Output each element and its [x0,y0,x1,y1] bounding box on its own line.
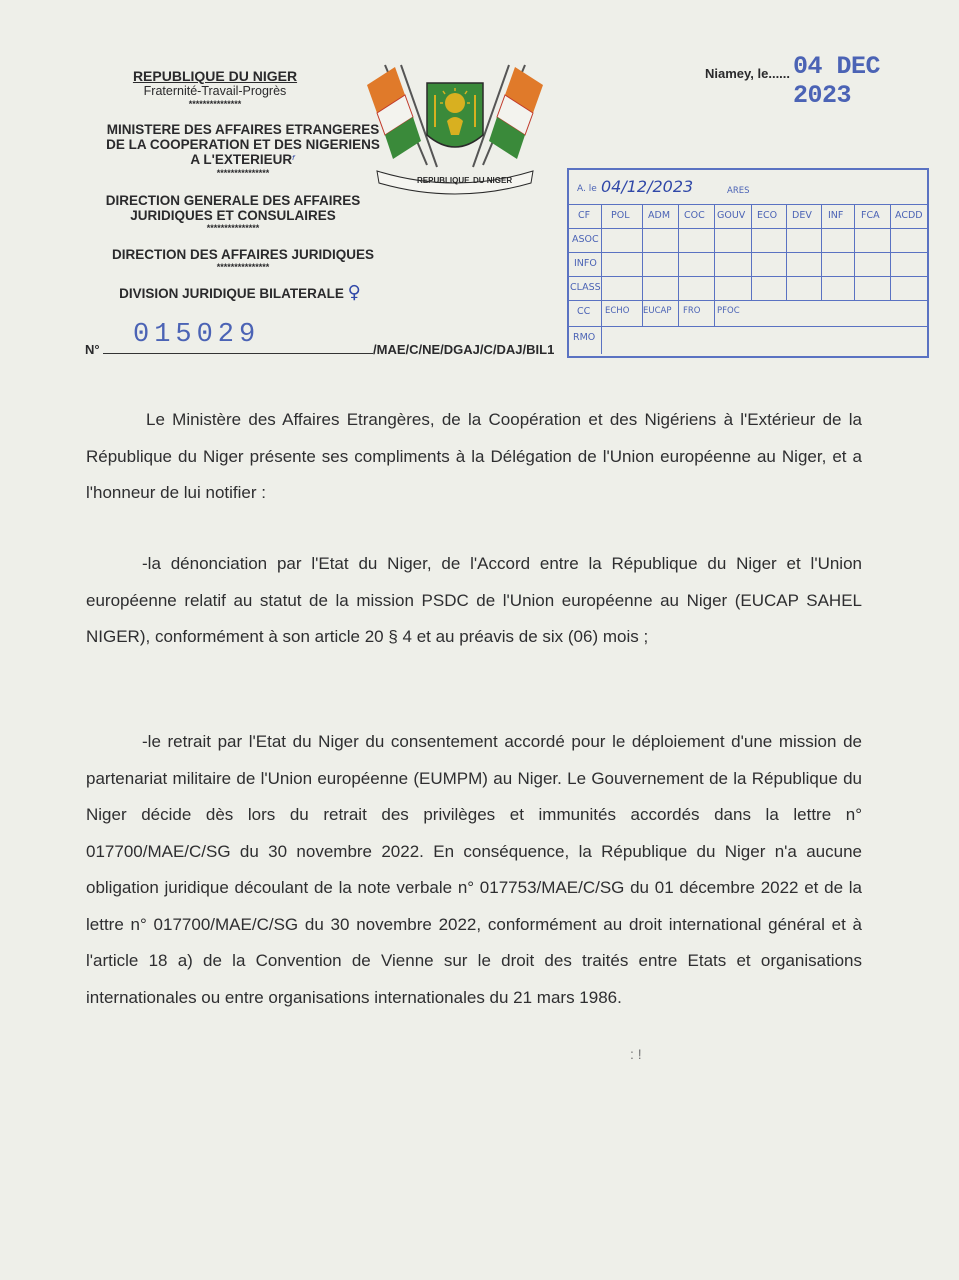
dg-line: DIRECTION GENERALE DES AFFAIRES [105,193,361,208]
cc-column-eucap: EUCAP [643,306,672,316]
grid-col-line [821,204,822,300]
separator-stars: *************** [216,262,270,272]
row-label-cc: CC [577,306,591,317]
place-label: Niamey, le...... [705,66,791,81]
paragraph-introduction: Le Ministère des Affaires Etrangères, de la Coopération et des Nigériens à l'Extérieur de la République du Niger présente ses compliments à la Délégation de l'Union européenne au Niger, et a l'honneur de lui notifier : [86,410,862,502]
direction-line: DIRECTION DES AFFAIRES JURIDIQUES [111,247,375,262]
stray-mark: : ! [630,1046,642,1062]
banner-text-left: REPUBLIQUE [417,176,470,185]
grid-row-line [567,228,927,229]
row-label-rmo: RMO [573,332,596,343]
paragraph-withdrawal: -le retrait par l'Etat du Niger du consentement accordé pour le déploiement d'une mission de partenariat militaire de l'Union européenne (EUMPM) au Niger. Le Gouvernement de la République du Niger décide dès lors du retrait des privilèges et immunités accordés dans la lettre n° 017700/MAE/C/SG du 30 novembre 2022. En conséquence, la République du Niger n'a aucune obligation juridique découlant de la note verbale n° 017753/MAE/C/SG du 01 décembre 2022 et de la lettre n° 017700/MAE/C/SG du 30 novembre 2022, conformément au droit international général et à l'article 18 a) de la Convention de Vienne sur le droit des traités entre Etats et organisations internationales ou entre organisations internationales du 21 mars 1986. [86,732,862,1007]
column-inf: INF [828,210,844,221]
column-coc: COC [684,210,705,221]
row-label-cf: CF [578,210,591,221]
ministry-line: MINISTERE DES AFFAIRES ETRANGERES [106,122,380,137]
row-label-class: CLASS [570,282,601,293]
grid-col-line [678,204,679,326]
dg-line: JURIDIQUES ET CONSULAIRES [130,208,336,223]
separator-stars: *************** [188,99,242,109]
republic-header [110,69,320,109]
cc-column-pfoc: PFOC [717,306,740,316]
cc-column-echo: ECHO [605,306,630,316]
number-label: N° [85,342,100,357]
grid-col-line [601,204,602,354]
reference-number-row [85,320,555,360]
grid-row-line [567,204,927,205]
grid-col-line [751,204,752,300]
routing-stamp [567,168,930,358]
grid-row-line [567,300,927,301]
grid-col-line [890,204,891,300]
grid-row-line [567,326,927,327]
grid-row-line [567,276,927,277]
cc-column-fro: FRO [683,306,701,316]
ares-label: ARES [727,186,750,196]
grid-row-line [567,252,927,253]
handwritten-initial: ♀ [347,282,361,303]
column-pol: POL [611,210,630,221]
coat-of-arms-icon [355,55,555,195]
banner-text-right: DU NIGER [473,176,513,185]
arrival-label: A. le [577,184,597,194]
directorate-general-header [78,193,388,233]
reference-code: /MAE/C/NE/DGAJ/C/DAJ/BIL1 [373,342,555,357]
column-dev: DEV [792,210,812,221]
routing-stamp-border [567,168,929,358]
column-acdd: ACDD [895,210,923,221]
division-line: DIVISION JURIDIQUE BILATERALE [119,286,344,301]
row-label-info: INFO [574,258,597,269]
direction-header [78,247,408,272]
number-underline [103,353,373,354]
column-gouv: GOUV [717,210,746,221]
paragraph-denunciation: -la dénonciation par l'Etat du Niger, de l'Accord entre la République du Niger et l'Union européenne relatif au statut de la mission PSDC de l'Union européenne au Niger (EUCAP SAHEL NIGER), conformément à son article 20 § 4 et au préavis de six (06) mois ; [86,554,862,646]
national-motto: Fraternité-Travail-Progrès [143,84,287,98]
grid-col-line [714,204,715,326]
division-header [95,282,385,303]
column-eco: ECO [757,210,778,221]
arrival-date: 04/12/2023 [601,177,694,196]
column-adm: ADM [648,210,671,221]
date-stamp: 04 DEC 2023 [793,52,881,110]
grid-col-line [854,204,855,300]
separator-stars: *************** [216,168,270,178]
column-fca: FCA [861,210,880,221]
row-label-asoc: ASOC [572,234,599,245]
grid-col-line [786,204,787,300]
ministry-line: A L'EXTERIEURᶠ [190,152,296,167]
number-stamp: 015029 [133,320,261,350]
separator-stars: *************** [206,223,260,233]
republic-title: REPUBLIQUE DU NIGER [132,68,298,84]
sun-icon [445,93,465,113]
ministry-line: DE LA COOPERATION ET DES NIGERIENS [106,137,380,152]
date-block [705,52,945,110]
